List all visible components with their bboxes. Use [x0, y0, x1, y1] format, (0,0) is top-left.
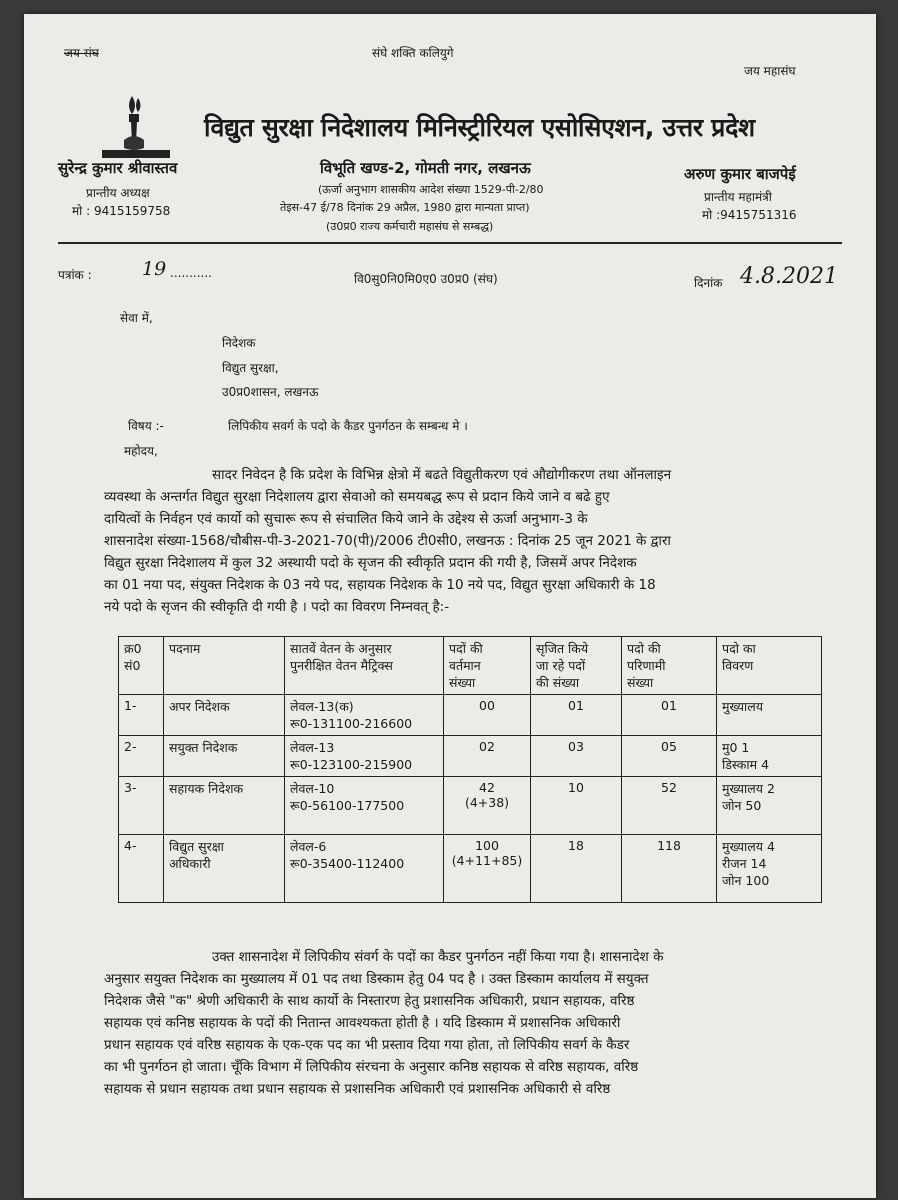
para2-line: निदेशक जैसे "क" श्रेणी अधिकारी के साथ कार्यो के निस्तारण हेतु प्रशासनिक अधिकारी, प्रधान सहायक, वरिष्ठ [104, 993, 635, 1009]
ref-label: पत्रांक : [58, 268, 92, 282]
row-resulting: 05 [622, 736, 717, 777]
row-post: अपर निदेशक [164, 695, 285, 736]
para2-line: प्रधान सहायक एवं वरिष्ठ सहायक के एक-एक पद का भी प्रस्ताव दिया गया होता, तो लिपिकीय सवर्ग के कैडर [104, 1037, 630, 1053]
para2-line: अनुसार सयुक्त निदेशक का मुख्यालय में 01 पद तथा डिस्काम हेतु 04 पद है । उक्त डिस्काम कार्यालय में सयुक्त [104, 971, 649, 987]
salutation: महोदय, [124, 444, 158, 458]
torch-logo [96, 92, 176, 162]
secretary-mobile: मो :9415751316 [702, 208, 797, 222]
row-pay: लेवल-13 रू0-123100-215900 [285, 736, 444, 777]
posts-table [118, 636, 822, 903]
affiliation-line: (उ0प्र0 राज्य कर्मचारी महासंघ से सम्बद्ध) [326, 220, 494, 233]
table-row [119, 777, 822, 835]
president-mobile: मो : 9415159758 [72, 204, 171, 218]
recognition-line-2: तेइस-47 ई/78 दिनांक 29 अप्रैल, 1980 द्वारा मान्यता प्राप्त) [280, 201, 530, 214]
row-detail: मु0 1 डिस्काम 4 [717, 736, 822, 777]
right-motto: जय महासंघ [744, 64, 796, 78]
left-motto: जय संघ [64, 46, 99, 60]
to-line-1: निदेशक [222, 336, 256, 350]
ref-code: वि0सु0नि0मि0ए0 उ0प्र0 (संघ) [354, 272, 498, 286]
row-sn: 4- [119, 835, 164, 903]
row-resulting: 118 [622, 835, 717, 903]
table-row [119, 736, 822, 777]
row-sn: 2- [119, 736, 164, 777]
row-resulting: 01 [622, 695, 717, 736]
recognition-line-1: (ऊर्जा अनुभाग शासकीय आदेश संख्या 1529-पी-2/80 [318, 183, 544, 196]
ref-dots: ........... [170, 266, 212, 280]
para1-line: का 01 नया पद, संयुक्त निदेशक के 03 नये पद, सहायक निदेशक के 10 नये पद, विद्युत सुरक्षा अधिकारी के 18 [104, 577, 656, 593]
paragraph-2 [104, 946, 804, 1100]
paragraph-1 [104, 464, 804, 618]
para1-line: व्यवस्था के अन्तर्गत विद्युत सुरक्षा निदेशालय द्वारा सेवाओ को समयबद्ध रूप से प्रदान किये जाने व बढे हुए [104, 489, 610, 505]
row-created: 03 [531, 736, 622, 777]
to-line-2: विद्युत सुरक्षा, [222, 361, 279, 375]
header-divider [58, 242, 842, 244]
row-created: 18 [531, 835, 622, 903]
row-pay: लेवल-13(क) रू0-131100-216600 [285, 695, 444, 736]
row-current: 42 (4+38) [444, 777, 531, 835]
secretary-name: अरुण कुमार बाजपेई [684, 165, 796, 183]
to-line-3: उ0प्र0शासन, लखनऊ [222, 385, 319, 399]
row-post: सयुक्त निदेशक [164, 736, 285, 777]
para2-line: सहायक एवं कनिष्ठ सहायक के पदों की नितान्त आवश्यकता होती है । यदि डिस्काम में प्रशासनिक अधिकारी [104, 1015, 621, 1031]
table-row [119, 835, 822, 903]
subject-label: विषय :- [128, 419, 164, 433]
para1-line: नये पदो के सृजन की स्वीकृति दी गयी है । पदो का विवरण निम्नवत् है:- [104, 599, 450, 615]
to-label: सेवा में, [120, 311, 153, 325]
secretary-post: प्रान्तीय महामंत्री [704, 190, 772, 204]
col-header-current: पदों की वर्तमान संख्या [444, 637, 531, 695]
row-resulting: 52 [622, 777, 717, 835]
para1-line: दायित्वों के निर्वहन एवं कार्यो को सुचारू रूप से संचालित किये जाने के उद्देश्य से ऊर्जा अनुभाग-3 के [104, 511, 588, 527]
row-current: 02 [444, 736, 531, 777]
row-pay: लेवल-10 रू0-56100-177500 [285, 777, 444, 835]
table-row [119, 695, 822, 736]
col-header-sn: क्र0 सं0 [119, 637, 164, 695]
office-address: विभूति खण्ड-2, गोमती नगर, लखनऊ [320, 159, 531, 177]
para2-line: उक्त शासनादेश में लिपिकीय संवर्ग के पदों का कैडर पुनर्गठन नहीं किया गया है। शासनादेश के [212, 949, 664, 965]
col-header-pay: सातवें वेतन के अनुसार पुनरीक्षित वेतन मैट्रिक्स [285, 637, 444, 695]
row-created: 01 [531, 695, 622, 736]
row-sn: 3- [119, 777, 164, 835]
letter-page [24, 14, 876, 1198]
para2-line: सहायक से प्रधान सहायक तथा प्रधान सहायक से प्रशासनिक अधिकारी एवं प्रशासनिक अधिकारी से वरिष्ठ [104, 1081, 611, 1097]
para1-line: शासनादेश संख्या-1568/चौबीस-पी-3-2021-70(पी)/2006 टी0सी0, लखनऊ : दिनांक 25 जून 2021 के द्वारा [104, 533, 671, 549]
col-header-post: पदनाम [164, 637, 285, 695]
para2-line: का भी पुनर्गठन हो जाता। चूँकि विभाग में लिपिकीय संरचना के अनुसार कनिष्ठ सहायक से वरिष्ठ सहायक, वरिष्ठ [104, 1059, 639, 1075]
center-motto: संघे शक्ति कलियुगे [372, 46, 454, 60]
para1-line: सादर निवेदन है कि प्रदेश के विभिन्न क्षेत्रो में बढते विद्युतीकरण एवं औद्योगीकरण तथा ऑनलाइन [212, 467, 672, 483]
organisation-title: विद्युत सुरक्षा निदेशालय मिनिस्ट्रीरियल एसोसिएशन, उत्तर प्रदेश [204, 113, 755, 142]
president-name: सुरेन्द्र कुमार श्रीवास्तव [58, 159, 178, 177]
row-post: विद्युत सुरक्षा अधिकारी [164, 835, 285, 903]
para1-line: विद्युत सुरक्षा निदेशालय में कुल 32 अस्थायी पदो के सृजन की स्वीकृति प्रदान की गयी है, जिसमें अपर निदेशक [104, 555, 637, 571]
row-post: सहायक निदेशक [164, 777, 285, 835]
row-pay: लेवल-6 रू0-35400-112400 [285, 835, 444, 903]
ref-number: 19 [142, 258, 167, 280]
table-header-row [119, 637, 822, 695]
row-sn: 1- [119, 695, 164, 736]
row-detail: मुख्यालय 4 रीजन 14 जोन 100 [717, 835, 822, 903]
row-detail: मुख्यालय 2 जोन 50 [717, 777, 822, 835]
subject-text: लिपिकीय सवर्ग के पदो के कैडर पुनर्गठन के सम्बन्ध मे । [228, 419, 468, 433]
date-label: दिनांक [694, 276, 723, 290]
col-header-resulting: पदो की परिणामी संख्या [622, 637, 717, 695]
row-created: 10 [531, 777, 622, 835]
row-current: 00 [444, 695, 531, 736]
president-post: प्रान्तीय अध्यक्ष [86, 186, 150, 200]
col-header-detail: पदो का विवरण [717, 637, 822, 695]
col-header-created: सृजित किये जा रहे पदों की संख्या [531, 637, 622, 695]
row-current: 100 (4+11+85) [444, 835, 531, 903]
row-detail: मुख्यालय [717, 695, 822, 736]
date-value: 4.8.2021 [740, 264, 838, 289]
